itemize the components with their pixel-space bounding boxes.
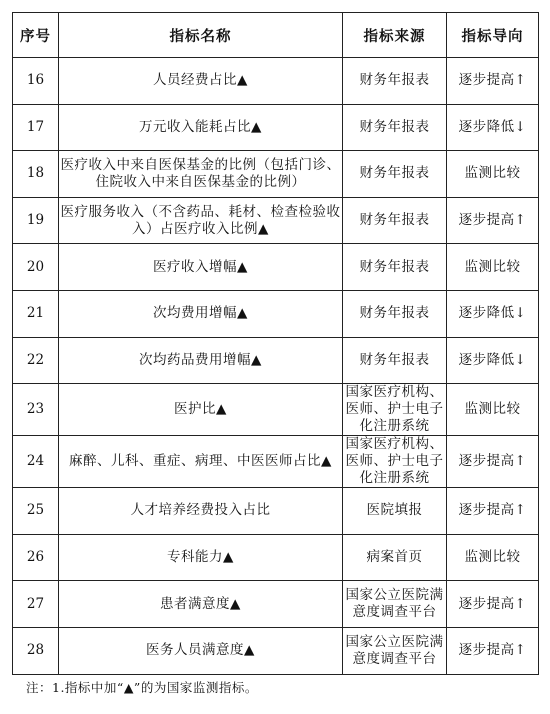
header-indicator-source: 指标来源 (343, 13, 447, 58)
table-row (13, 151, 539, 198)
indicator-source: 国家公立医院满意度调查平台 (343, 627, 447, 674)
indicator-direction: 监测比较 (447, 244, 539, 291)
indicator-source: 财务年报表 (343, 337, 447, 384)
row-number: 22 (13, 337, 59, 384)
row-number: 25 (13, 488, 59, 535)
header-indicator-name: 指标名称 (59, 13, 343, 58)
indicator-source: 医院填报 (343, 488, 447, 535)
indicator-direction: 逐步提高↑ (447, 436, 539, 488)
indicator-name: 医疗收入增幅▲ (59, 244, 343, 291)
row-number: 20 (13, 244, 59, 291)
row-number: 24 (13, 436, 59, 488)
indicator-source: 国家医疗机构、医师、护士电子化注册系统 (343, 384, 447, 436)
table-row (13, 627, 539, 674)
indicator-name: 专科能力▲ (59, 534, 343, 581)
table-row (13, 197, 539, 244)
indicator-source: 国家医疗机构、医师、护士电子化注册系统 (343, 436, 447, 488)
indicator-source: 财务年报表 (343, 290, 447, 337)
indicator-direction: 逐步提高↑ (447, 581, 539, 628)
indicator-direction: 逐步提高↑ (447, 58, 539, 105)
table-row (13, 337, 539, 384)
indicator-direction: 逐步提高↑ (447, 627, 539, 674)
indicator-name: 医护比▲ (59, 384, 343, 436)
indicator-direction: 逐步降低↓ (447, 290, 539, 337)
row-number: 26 (13, 534, 59, 581)
indicator-name: 万元收入能耗占比▲ (59, 104, 343, 151)
table-row (13, 436, 539, 488)
header-number: 序号 (13, 13, 59, 58)
indicator-name: 医疗收入中来自医保基金的比例（包括门诊、住院收入中来自医保基金的比例） (59, 151, 343, 198)
indicator-name: 人才培养经费投入占比 (59, 488, 343, 535)
indicator-source: 财务年报表 (343, 58, 447, 105)
table-row (13, 290, 539, 337)
indicator-name: 医疗服务收入（不含药品、耗材、检查检验收入）占医疗收入比例▲ (59, 197, 343, 244)
indicator-name: 次均费用增幅▲ (59, 290, 343, 337)
indicator-direction: 逐步降低↓ (447, 104, 539, 151)
indicator-table (12, 12, 539, 675)
indicator-source: 财务年报表 (343, 104, 447, 151)
header-row (13, 13, 539, 58)
indicator-source: 国家公立医院满意度调查平台 (343, 581, 447, 628)
indicator-direction: 监测比较 (447, 151, 539, 198)
indicator-direction: 监测比较 (447, 534, 539, 581)
indicator-direction: 监测比较 (447, 384, 539, 436)
table-row (13, 104, 539, 151)
table-row (13, 244, 539, 291)
row-number: 27 (13, 581, 59, 628)
table-row (13, 534, 539, 581)
indicator-source: 财务年报表 (343, 197, 447, 244)
row-number: 17 (13, 104, 59, 151)
footnote: 注：1.指标中加“▲”的为国家监测指标。 (26, 680, 258, 695)
row-number: 28 (13, 627, 59, 674)
row-number: 21 (13, 290, 59, 337)
header-indicator-direction: 指标导向 (447, 13, 539, 58)
row-number: 16 (13, 58, 59, 105)
table-row (13, 488, 539, 535)
indicator-direction: 逐步提高↑ (447, 197, 539, 244)
row-number: 23 (13, 384, 59, 436)
indicator-name: 医务人员满意度▲ (59, 627, 343, 674)
indicator-direction: 逐步降低↓ (447, 337, 539, 384)
indicator-name: 患者满意度▲ (59, 581, 343, 628)
indicator-source: 财务年报表 (343, 151, 447, 198)
table-row (13, 384, 539, 436)
indicator-name: 麻醉、儿科、重症、病理、中医医师占比▲ (59, 436, 343, 488)
indicator-name: 人员经费占比▲ (59, 58, 343, 105)
row-number: 18 (13, 151, 59, 198)
row-number: 19 (13, 197, 59, 244)
indicator-source: 病案首页 (343, 534, 447, 581)
table-row (13, 581, 539, 628)
indicator-direction: 逐步提高↑ (447, 488, 539, 535)
indicator-name: 次均药品费用增幅▲ (59, 337, 343, 384)
indicator-source: 财务年报表 (343, 244, 447, 291)
table-row (13, 58, 539, 105)
